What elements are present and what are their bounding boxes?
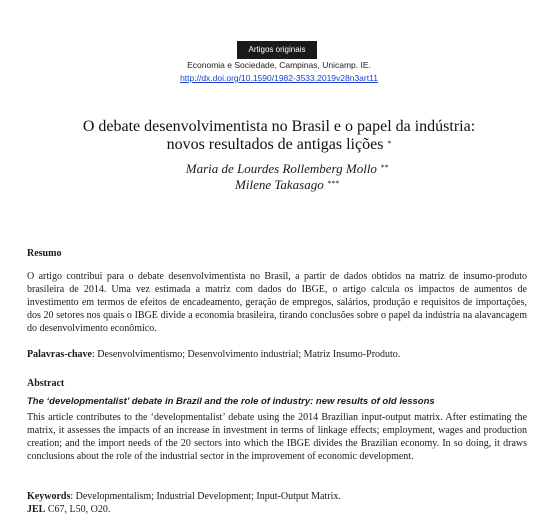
title-footnote-mark: * <box>387 139 392 148</box>
doi-link[interactable]: http://dx.doi.org/10.1590/1982-3533.2019v28n3art11 <box>180 73 378 83</box>
journal-citation: Economia e Sociedade, Campinas, Unicamp. IE. <box>187 60 371 70</box>
abstract-english-title: The ‘developmentalist’ debate in Brazil and the role of industry: new results of old lessons <box>27 396 435 407</box>
jel-codes <box>27 503 537 516</box>
keywords-label: Keywords <box>27 491 71 502</box>
article-title-text: novos resultados de antigas lições <box>166 136 384 153</box>
jel-text: C67, L50, O20. <box>45 504 111 515</box>
author-footnote-mark: *** <box>326 179 339 188</box>
author-2 <box>8 177 558 193</box>
jel-label: JEL <box>27 504 46 515</box>
article-title-line-1: O debate desenvolvimentista no Brasil e o papel da indústria: <box>82 118 476 135</box>
author-footnote-mark: ** <box>380 163 389 172</box>
resumo-heading: Resumo <box>27 248 62 259</box>
author-1 <box>8 161 558 177</box>
keywords-text: : Developmentalism; Industrial Development; Input-Output Matrix. <box>70 491 341 502</box>
resumo-body: O artigo contribui para o debate desenvolvimentista no Brasil, a partir de dados obtidos na matriz de insumo-produto brasileira de 2014. Uma vez estimada a matriz com dados do IBGE, o artigo calcula os impactos de aumentos de investimento em termos de efeitos de encadeamento, geração de empregos, salários, produção e requisitos de importações, dos 20 setores nos quais o IBGE divide a economia brasileira, tirando conclusões sobre o papel da indústria na alavancagem do desenvolvimento econômico. <box>27 271 527 334</box>
section-badge: Artigos originais <box>237 41 317 59</box>
keywords <box>27 490 537 503</box>
doi-line <box>0 72 558 85</box>
abstract-body: This article contributes to the ‘developmentalist’ debate using the 2014 Brazilian input-output matrix. After estimating the matrix, it assesses the impacts of an increase in investment in terms of linkage effects; employment, wages and production creation; and the import needs of the 20 sectors into which the IBGE divides the Brazilian economy. In so doing, it draws conclusions about the role of the industrial sector in the improvement of economic development. <box>27 412 527 462</box>
author-name: Milene Takasago <box>235 177 324 192</box>
palavras-chave-label: Palavras-chave <box>27 349 92 360</box>
palavras-chave-text: : Desenvolvimentismo; Desenvolvimento industrial; Matriz Insumo-Produto. <box>92 349 401 360</box>
article-title-line-2 <box>0 135 558 154</box>
author-name: Maria de Lourdes Rollemberg Mollo <box>185 161 377 176</box>
abstract-heading: Abstract <box>27 378 65 389</box>
palavras-chave <box>27 348 537 361</box>
